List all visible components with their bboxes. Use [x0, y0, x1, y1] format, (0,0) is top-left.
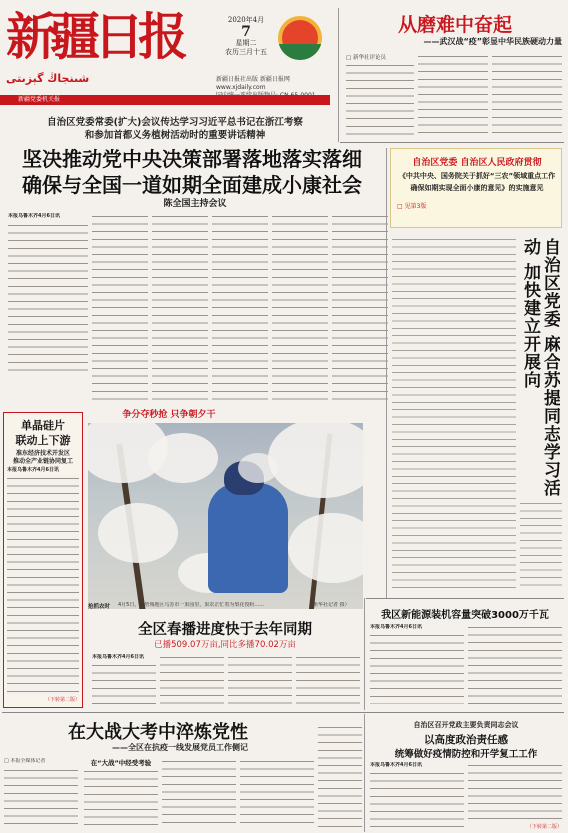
photo-caption: 4月5日，在塔城地区乌苏市一果园里，果农正忙着为梨花授粉……: [118, 602, 265, 608]
lead-kicker-1: 自治区党委常委(扩大)会议传达学习习近平总书记在浙江考察: [47, 117, 303, 128]
orchard-photo: [88, 423, 363, 609]
bottom-right-title-2: 统筹做好疫情防控和开学复工工作: [394, 749, 538, 760]
date-year-month: 2020年4月: [227, 16, 265, 24]
lead-byline: 陈全国主持会议: [163, 199, 227, 209]
uyghur-masthead: شىنجاڭ گېزىتى: [6, 72, 90, 85]
lead-col-4: [212, 213, 268, 401]
top-right-col-1: [346, 62, 414, 138]
sowing-title: 全区春播进度快于去年同期: [138, 622, 312, 638]
energy-dateline: 本报乌鲁木齐4月6日讯: [370, 624, 422, 630]
right-article-text: [392, 236, 516, 588]
chip-title-2: 联动上下游: [15, 434, 71, 447]
bottom-left-col-2: [84, 768, 158, 829]
sowing-col-1: [92, 662, 156, 706]
sowing-subtitle: 已播509.07万亩,同比多播70.02万亩: [154, 640, 296, 650]
top-right-title: 从磨难中奋起: [397, 14, 512, 36]
chip-continued[interactable]: （下转第二版）: [44, 697, 80, 703]
bottom-left-title: 在大战大考中淬炼党性: [68, 722, 248, 743]
bottom-right-col-1: [370, 770, 464, 829]
bottom-left-tag: □ 本报全媒体记者: [4, 758, 46, 764]
top-right-col-2: [418, 53, 488, 138]
bottom-left-col-4: [240, 758, 314, 829]
top-right-col-3: [492, 53, 562, 138]
top-right-tag: □ 新华社评论员: [346, 55, 386, 61]
chip-box: [3, 412, 83, 708]
lead-col-5: [272, 213, 328, 401]
lead-headline-2: 确保与全国一道如期全面建成小康社会: [22, 173, 362, 197]
sowing-dateline: 本报乌鲁木齐4月6日讯: [92, 654, 144, 660]
policy-line-2: 《中共中央、国务院关于抓好“三农”领域重点工作: [398, 172, 556, 180]
energy-col-1: [370, 632, 464, 704]
energy-title: 我区新能源装机容量突破3000万千瓦: [381, 610, 549, 621]
bottom-right-col-2: [468, 762, 562, 822]
bottom-left-col-1: [4, 767, 78, 829]
lead-col-2: [92, 213, 148, 401]
photo-credit: （新华社记者 摄）: [308, 602, 350, 608]
masthead: [4, 2, 208, 72]
vertical-headline: 自治区党委 麻合苏提同志学习活动 加快建立开展向: [520, 238, 560, 497]
sowing-col-3: [228, 654, 292, 706]
chip-text: [7, 475, 79, 695]
newspaper-name: 新疆日报: [6, 7, 182, 66]
masthead-red-bar: 新疆党委机关报: [0, 95, 330, 105]
bottom-right-dateline: 本报乌鲁木齐4月6日讯: [370, 762, 422, 768]
sowing-col-2: [160, 654, 224, 706]
masthead-info: 新疆日报社出版 新疆日报网 www.xjdaily.com: [216, 76, 290, 91]
energy-col-2: [468, 624, 562, 704]
lead-headline-1: 坚决推动党中央决策部署落地落实落细: [22, 147, 362, 171]
chip-sub-1: 准东经济技术开发区: [15, 450, 70, 457]
date-weekday: 星期二: [235, 39, 257, 47]
sowing-col-4: [296, 654, 360, 706]
gold-banner: 争分夺秒抢 只争朝夕干: [122, 410, 216, 420]
chip-sub-2: 推动全产业链协同复工: [12, 458, 73, 465]
date-box: [218, 16, 274, 72]
lead-col-3: [152, 213, 208, 401]
bottom-right-continued[interactable]: （下转第二版）: [526, 824, 562, 830]
policy-line-3: 确保如期实现全面小康的意见》的实施意见: [410, 184, 544, 192]
bottom-right-kicker: 自治区召开党政主要负责同志会议: [413, 721, 519, 729]
bottom-left-subtitle: ——全区在抗疫一线发展党员工作侧记: [112, 743, 248, 752]
policy-box[interactable]: [390, 148, 562, 228]
lead-col-6: [332, 213, 388, 401]
lead-dateline: 本报乌鲁木齐4月6日讯: [8, 213, 60, 219]
lead-kicker-2: 和参加首都义务植树活动时的重要讲话精神: [84, 130, 266, 141]
lead-col-1: [8, 222, 88, 372]
bottom-left-inner-title: 在“大战”中经受考验: [90, 759, 152, 767]
chip-title-1: 单晶硅片: [21, 419, 65, 432]
policy-line-1: 自治区党委 自治区人民政府贯彻: [412, 158, 542, 168]
bottom-right-title-1: 以高度政治责任感: [424, 734, 508, 746]
photo-tag: 抢抓农时: [88, 604, 111, 610]
bottom-left-col-5: [318, 724, 362, 829]
chip-dateline: 本报乌鲁木齐4月6日讯: [7, 467, 59, 473]
date-day: 7: [241, 24, 251, 40]
sunrise-logo-icon: [278, 16, 322, 60]
date-lunar: 农历三月十五: [225, 48, 267, 56]
top-right-subtitle: ——武汉战“疫”彰显中华民族硬动力量: [423, 37, 562, 46]
policy-tag[interactable]: □ 见第3版: [397, 203, 427, 210]
right-article-text-2: [520, 500, 562, 588]
worker-figure: [208, 483, 288, 593]
bottom-left-col-3: [162, 758, 236, 829]
